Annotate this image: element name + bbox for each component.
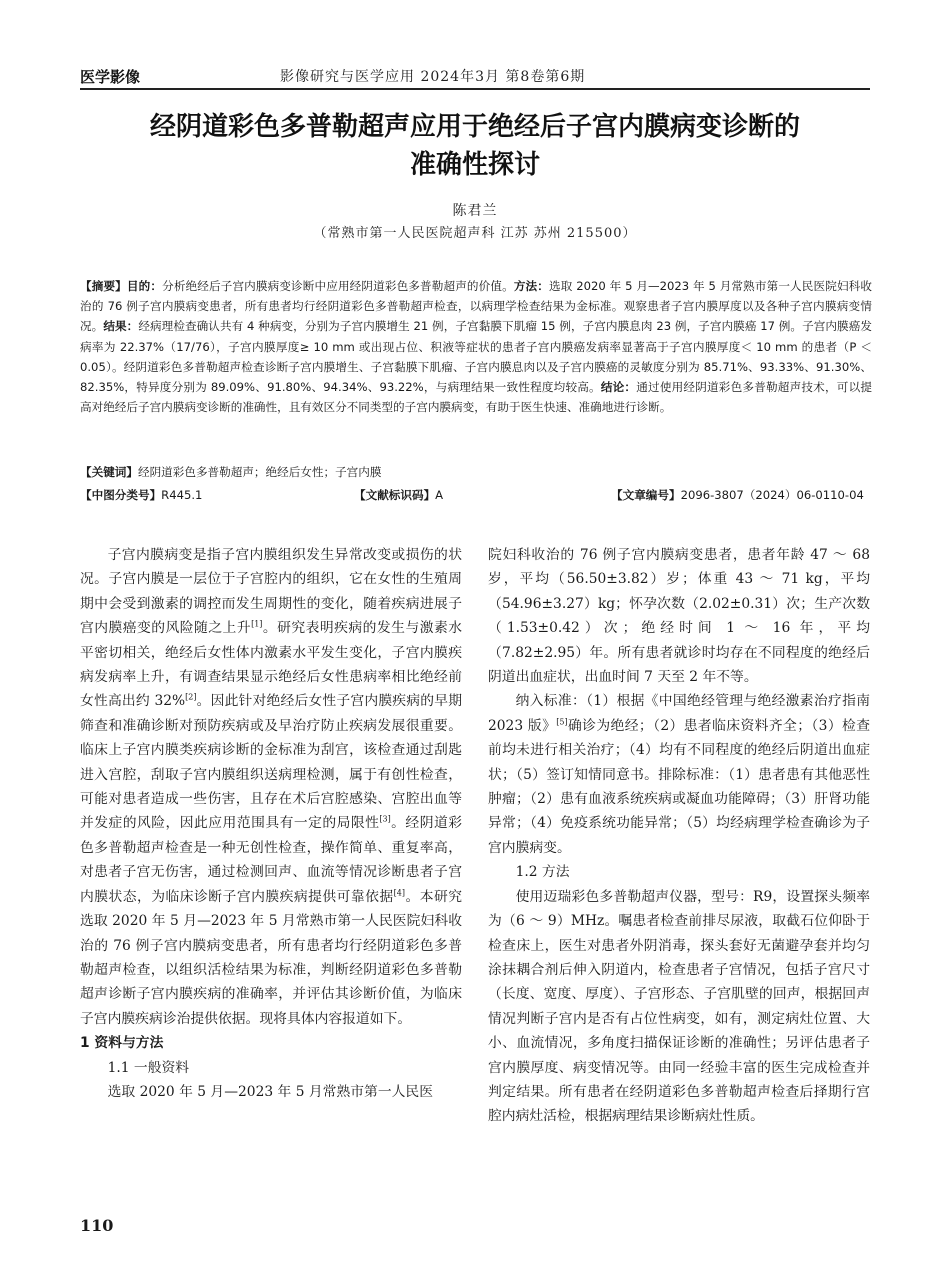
citation-4: [4] — [393, 888, 405, 898]
intro-text-3: 。因此针对绝经后女性子宫内膜疾病的早期筛查和准确诊断对预防疾病或及早治疗防止疾病发展很重要。临床上子宫内膜类疾病诊断的金标准为刮宫，该检查通过刮匙进入宫腔，刮取子宫内膜组织送病理检测，属于有创性检查，可能对患者造成一些伤害，且存在术后宫腔感染、宫腔出血等并发症的风险，因此应用范围具有一定的局限性 — [80, 693, 462, 832]
citation-5: [5] — [556, 717, 568, 727]
clc-value: R445.1 — [161, 488, 203, 502]
page-number: 110 — [80, 1216, 114, 1235]
abstract — [80, 276, 872, 417]
purpose-label: 目的： — [126, 279, 163, 293]
doc-value: A — [435, 488, 444, 502]
keywords-text: 经阴道彩色多普勒超声；绝经后女性；子宫内膜 — [137, 465, 382, 479]
article-number — [611, 487, 864, 503]
intro-text-4: 。经阴道彩色多普勒超声检查是一种无创性检查，操作简单、重复率高，对患者子宫无伤害，通过检测回声、血流等情况诊断患者子宫内膜状态，为临床诊断子宫内膜疾病提供可靠依据 — [80, 815, 462, 905]
criteria-text-2: 确诊为绝经；（2）患者临床资料齐全；（3）检查前均未进行相关治疗；（4）均有不同程度的绝经后阴道出血症状；（5）签订知情同意书。排除标准：（1）患者患有其他恶性肿瘤；（2）患有血液系统疾病或凝血功能障碍；（3）肝肾功能异常；（4）免疫系统功能异常；（5）均经病理学检查确诊为子宫内膜病变。 — [488, 717, 870, 856]
intro-paragraph — [80, 543, 462, 1031]
classification-line — [80, 487, 872, 507]
intro-text-2: 。研究表明疾病的发生与激素水平密切相关，绝经后女性体内激素水平发生变化，子宫内膜疾病发病率上升，有调查结果显示绝经后女性患病率相比绝经前女性高出约 32% — [80, 620, 463, 710]
criteria-text-1: 纳入标准：（1）根据《中国绝经管理与绝经激素治疗指南 2023 版》 — [488, 693, 870, 734]
journal-info: 影像研究与医学应用 2024年3月 第8卷第6期 — [280, 69, 586, 85]
method-text: 选取 2020 年 5 月—2023 年 5 月常熟市第一人民医院妇科收治的 76 例子宫内膜病变患者，所有患者均行经阴道彩色多普勒超声检查，以病理学检查结果为金标准。观察患者子宫内膜厚度以及各种子宫内膜病变情况。 — [80, 279, 872, 334]
running-header — [80, 60, 870, 88]
purpose-text: 分析绝经后子宫内膜病变诊断中应用经阴道彩色多普勒超声的价值。 — [162, 279, 514, 293]
conclusion-label: 结论： — [600, 380, 637, 395]
clc-label: 【中图分类号】 — [80, 488, 162, 502]
article-title — [80, 108, 870, 184]
section-label: 医学影像 — [80, 68, 141, 86]
subsection-1-2: 1.2 方法 — [515, 864, 570, 881]
title-line-1: 经阴道彩色多普勒超声应用于绝经后子宫内膜病变诊断的 — [149, 112, 800, 142]
citation-1: [1] — [251, 619, 263, 629]
doc-code — [354, 487, 443, 503]
conclusion-text: 通过使用经阴道彩色多普勒超声技术，可以提高对绝经后子宫内膜病变诊断的准确性，且有效区分不同类型的子宫内膜病变，有助于医生快速、准确地进行诊断。 — [80, 380, 872, 415]
citation-3: [3] — [379, 814, 391, 824]
body-column-right — [488, 543, 870, 1129]
methods-paragraph: 使用迈瑞彩色多普勒超声仪器，型号：R9，设置探头频率为（6 ～ 9）MHz。嘱患者检查前排尽尿液，取截石位仰卧于检查床上，医生对患者外阴消毒，探头套好无菌避孕套并均匀涂抹耦合剂后伸入阴道内，检查患者子宫情况，包括子宫尺寸（长度、宽度、厚度）、子宫形态、子宫肌壁的回声，根据回声情况判断子宫内是否有占位性病变，如有，测定病灶位置、大小、血流情况，多角度扫描保证诊断的准确性；另评估患者子宫内膜厚度、病变情况等。由同一经验丰富的医生完成检查并判定结果。所有患者在经阴道彩色多普勒超声检查后择期行宫腔内病灶活检，根据病理结果诊断病灶性质。 — [488, 888, 870, 1125]
subsection-1-1: 1.1 一般资料 — [107, 1059, 190, 1076]
title-line-2: 准确性探讨 — [409, 150, 540, 180]
abstract-label: 【摘要】 — [80, 279, 127, 293]
materials-continued: 院妇科收治的 76 例子宫内膜病变患者，患者年龄 47 ～ 68 岁，平均（56.50±3.82）岁；体重 43 ～ 71 kg，平均（54.96±3.27）kg；怀孕次数（2.02±0.31）次；生产次数（1.53±0.42）次；绝经时间 1 ～ 16 年，平均（7.82±2.95）年。所有患者就诊时均存在不同程度的绝经后阴道出血症状，出血时间 7 天至 2 年不等。 — [488, 547, 870, 686]
result-text: 经病理检查确认共有 4 种病变，分别为子宫内膜增生 21 例，子宫黏膜下肌瘤 15 例，子宫内膜息肉 23 例，子宫内膜癌 17 例。子宫内膜癌发病率为 22.37%（17/76），子宫内膜厚度≥ 10 mm 或出现占位、积液等症状的患者子宫内膜癌发病率显著高于子宫内膜厚度＜ 10 mm 的患者（P ＜ 0.05）。经阴道彩色多普勒超声检查诊断子宫内膜增生、子宫黏膜下肌瘤、子宫内膜息肉以及子宫内膜癌的灵敏度分别为 85.71%、93.33%、91.30%、82.35%，特异度分别为 89.09%、91.80%、94.34%、93.22%，与病理结果一致性程度均较高。 — [80, 319, 872, 395]
section-heading-1: 1 资料与方法 — [80, 1035, 164, 1052]
art-value: 2096-3807（2024）06-0110-04 — [680, 488, 864, 502]
result-label: 结果： — [103, 319, 139, 334]
affiliation: （常熟市第一人民医院超声科 江苏 苏州 215500） — [313, 226, 637, 241]
clc-number — [80, 487, 202, 503]
body-column-left — [80, 543, 462, 1104]
materials-paragraph: 选取 2020 年 5 月—2023 年 5 月常熟市第一人民医 — [107, 1083, 434, 1100]
method-label: 方法： — [513, 279, 550, 293]
header-rule — [80, 88, 870, 90]
author: 陈君兰 — [452, 203, 498, 219]
doc-label: 【文献标识码】 — [354, 488, 436, 502]
keywords — [80, 464, 872, 480]
citation-2: [2] — [185, 692, 197, 702]
art-label: 【文章编号】 — [611, 488, 681, 502]
keywords-label: 【关键词】 — [80, 465, 138, 479]
criteria-paragraph — [488, 689, 870, 860]
intro-text-5: 。本研究选取 2020 年 5 月—2023 年 5 月常熟市第一人民医院妇科收治的 76 例子宫内膜病变患者，所有患者均行经阴道彩色多普勒超声检查，以组织活检结果为标准，判断经阴道彩色多普勒超声诊断子宫内膜疾病的准确率，并评估其诊断价值，为临床子宫内膜疾病诊治提供依据。现将具体内容报道如下。 — [80, 888, 463, 1027]
intro-text-1: 子宫内膜病变是指子宫内膜组织发生异常改变或损伤的状况。子宫内膜是一层位于子宫腔内的组织，它在女性的生殖周期中会受到激素的调控而发生周期性的变化，随着疾病进展子宫内膜癌变的风险随之上升 — [80, 547, 462, 637]
